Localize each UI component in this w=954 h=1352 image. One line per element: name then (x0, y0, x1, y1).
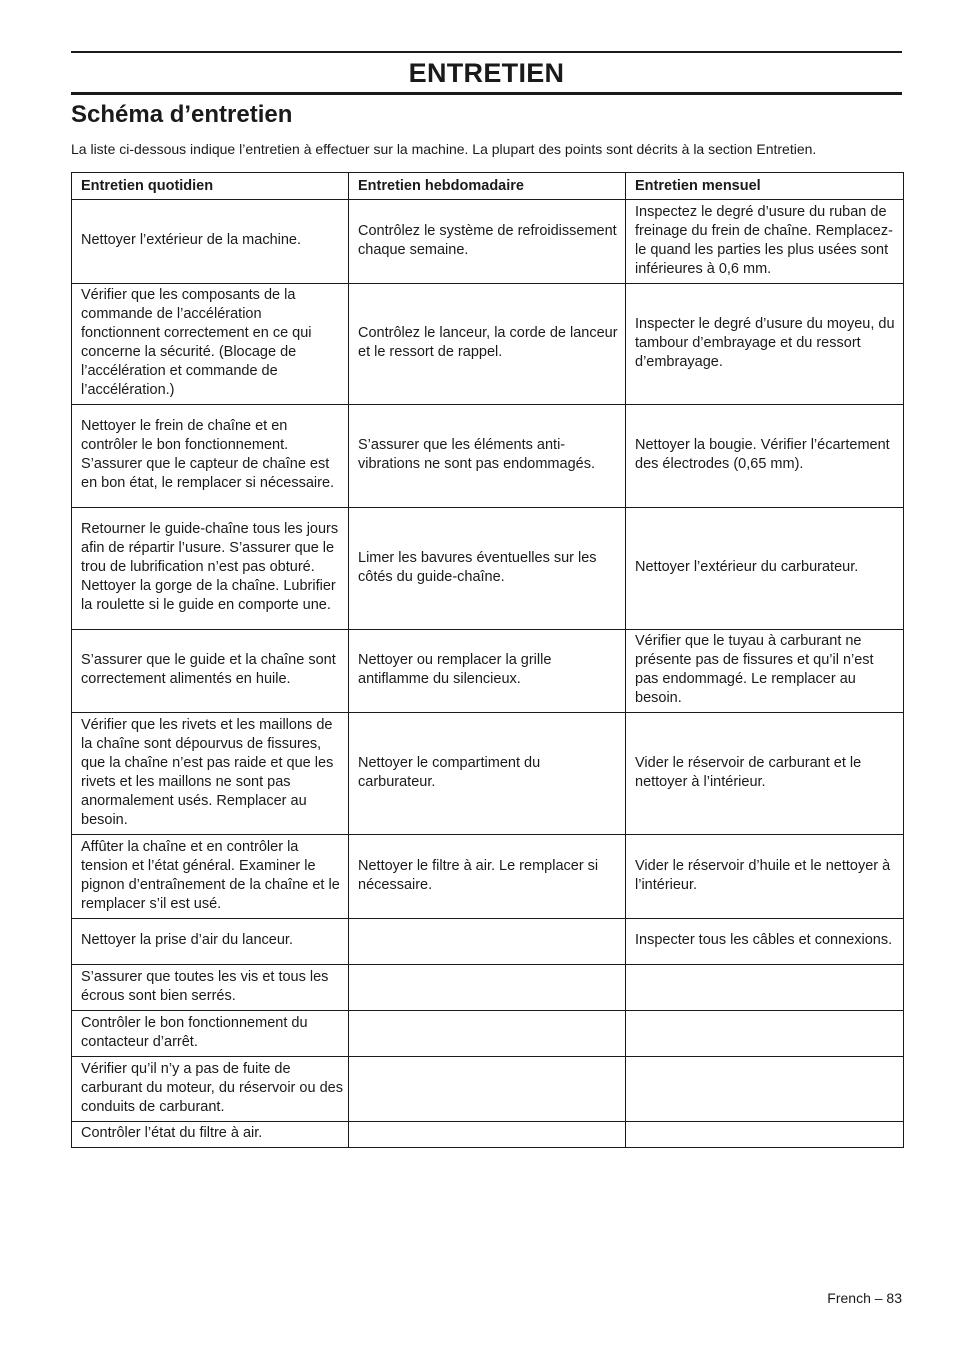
weekly-cell (349, 965, 626, 1011)
daily-cell: S’assurer que le guide et la chaîne sont correctement alimentés en huile. (72, 630, 349, 713)
daily-cell: Nettoyer l’extérieur de la machine. (72, 200, 349, 284)
monthly-cell (626, 1011, 904, 1057)
maintenance-schedule-table (71, 172, 904, 1148)
column-header-weekly: Entretien hebdomadaire (349, 173, 626, 200)
weekly-cell (349, 1057, 626, 1122)
daily-cell: Vérifier que les composants de la commande de l’accélération fonctionnent correctement en ce qui concerne la sécurité. (Blocage de l’accélération et commande de l’accélération.) (72, 284, 349, 405)
monthly-cell: Vérifier que le tuyau à carburant ne présente pas de fissures et qu’il n’est pas endommagé. Le remplacer au besoin. (626, 630, 904, 713)
weekly-cell: Contrôlez le système de refroidissement chaque semaine. (349, 200, 626, 284)
table-row (72, 284, 904, 405)
table-header-row (72, 173, 904, 200)
header-rule-bottom (71, 92, 902, 95)
table-row (72, 1122, 904, 1148)
weekly-cell (349, 1011, 626, 1057)
weekly-cell: Limer les bavures éventuelles sur les côtés du guide-chaîne. (349, 508, 626, 630)
monthly-cell (626, 1057, 904, 1122)
monthly-cell (626, 965, 904, 1011)
table-row (72, 965, 904, 1011)
column-header-daily: Entretien quotidien (72, 173, 349, 200)
header-rule-top (71, 51, 902, 53)
weekly-cell: Nettoyer le filtre à air. Le remplacer si nécessaire. (349, 835, 626, 919)
daily-cell: Nettoyer le frein de chaîne et en contrôler le bon fonctionnement. S’assurer que le capteur de chaîne est en bon état, le remplacer si nécessaire. (72, 405, 349, 508)
table-row (72, 713, 904, 835)
page-number: French – 83 (827, 1290, 902, 1306)
weekly-cell (349, 919, 626, 965)
weekly-cell: Nettoyer ou remplacer la grille antiflamme du silencieux. (349, 630, 626, 713)
monthly-cell: Inspectez le degré d’usure du ruban de freinage du frein de chaîne. Remplacez-le quand les parties les plus usées sont inférieures à 0,6 mm. (626, 200, 904, 284)
daily-cell: Affûter la chaîne et en contrôler la tension et l’état général. Examiner le pignon d’entraînement de la chaîne et le remplacer s’il est usé. (72, 835, 349, 919)
column-header-monthly: Entretien mensuel (626, 173, 904, 200)
table-row (72, 200, 904, 284)
section-title: ENTRETIEN (408, 58, 565, 88)
daily-cell: Retourner le guide-chaîne tous les jours afin de répartir l’usure. S’assurer que le trou de lubrification n’est pas obturé. Nettoyer la gorge de la chaîne. Lubrifier la roulette si le guide en comporte une. (72, 508, 349, 630)
monthly-cell (626, 1122, 904, 1148)
weekly-cell: S’assurer que les éléments anti-vibrations ne sont pas endommagés. (349, 405, 626, 508)
page-title: Schéma d’entretien (71, 101, 293, 128)
daily-cell: S’assurer que toutes les vis et tous les écrous sont bien serrés. (72, 965, 349, 1011)
daily-cell: Contrôler l’état du filtre à air. (72, 1122, 349, 1148)
weekly-cell (349, 1122, 626, 1148)
table-row (72, 508, 904, 630)
monthly-cell: Inspecter le degré d’usure du moyeu, du tambour d’embrayage et du ressort d’embrayage. (626, 284, 904, 405)
monthly-cell: Inspecter tous les câbles et connexions. (626, 919, 904, 965)
table-row (72, 919, 904, 965)
intro-paragraph: La liste ci-dessous indique l’entretien à effectuer sur la machine. La plupart des points sont décrits à la section Entretien. (71, 141, 817, 157)
daily-cell: Nettoyer la prise d’air du lanceur. (72, 919, 349, 965)
monthly-cell: Vider le réservoir de carburant et le nettoyer à l’intérieur. (626, 713, 904, 835)
weekly-cell: Contrôlez le lanceur, la corde de lanceur et le ressort de rappel. (349, 284, 626, 405)
table-row (72, 1011, 904, 1057)
weekly-cell: Nettoyer le compartiment du carburateur. (349, 713, 626, 835)
daily-cell: Vérifier qu’il n’y a pas de fuite de carburant du moteur, du réservoir ou des conduits de carburant. (72, 1057, 349, 1122)
daily-cell: Contrôler le bon fonctionnement du contacteur d’arrêt. (72, 1011, 349, 1057)
table-row (72, 835, 904, 919)
monthly-cell: Nettoyer la bougie. Vérifier l’écartement des électrodes (0,65 mm). (626, 405, 904, 508)
monthly-cell: Vider le réservoir d’huile et le nettoyer à l’intérieur. (626, 835, 904, 919)
table-row (72, 405, 904, 508)
table-row (72, 1057, 904, 1122)
monthly-cell: Nettoyer l’extérieur du carburateur. (626, 508, 904, 630)
daily-cell: Vérifier que les rivets et les maillons de la chaîne sont dépourvus de fissures, que la chaîne n’est pas raide et que les rivets et les maillons ne sont pas anormalement usés. Remplacer au besoin. (72, 713, 349, 835)
table-row (72, 630, 904, 713)
